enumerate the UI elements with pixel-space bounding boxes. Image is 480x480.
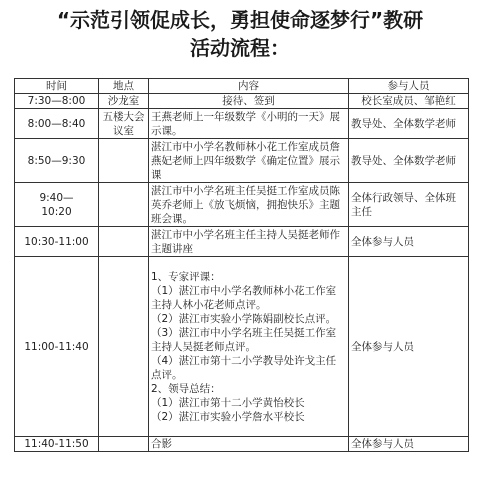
cell-people: 校长室成员、邹艳红 (349, 94, 469, 109)
cell-time: 8:00—8:40 (15, 109, 99, 139)
table-row (15, 227, 469, 257)
cell-people: 全体参与人员 (349, 227, 469, 257)
cell-content: 湛江市中小学名班主任主持人吴挺老师作主题讲座 (149, 227, 349, 257)
header-location: 地点 (99, 79, 149, 94)
cell-time (15, 183, 99, 227)
cell-time-line-1: 9:40— (39, 191, 74, 204)
content-line: 2、领导总结： (151, 382, 221, 395)
cell-time: 11:00-11:40 (15, 257, 99, 437)
cell-location (99, 139, 149, 183)
content-line: （2）湛江市实验小学詹水平校长 (151, 410, 305, 423)
header-content: 内容 (149, 79, 349, 94)
cell-people: 教导处、全体数学老师 (349, 139, 469, 183)
content-line: （1）湛江市中小学名教师林小花工作室主持人林小花老师点评。 (151, 284, 337, 311)
cell-people: 全体行政领导、全体班主任 (349, 183, 469, 227)
cell-content: 接待、签到 (149, 94, 349, 109)
cell-location: 五楼大会议室 (99, 109, 149, 139)
table-row (15, 183, 469, 227)
title-line-2: 活动流程： (190, 36, 290, 60)
cell-time: 11:40-11:50 (15, 437, 99, 452)
cell-content: 湛江市中小学名教师林小花工作室成员詹燕妃老师上四年级数学《确定位置》展示课 (149, 139, 349, 183)
cell-content (149, 257, 349, 437)
content-line: （3）湛江市中小学名班主任吴挺工作室主持人吴挺老师点评。 (151, 326, 337, 353)
cell-location (99, 227, 149, 257)
table-row (15, 437, 469, 452)
cell-content: 王燕老师上一年级数学《小明的一天》展示课。 (149, 109, 349, 139)
content-line: （1）湛江市第十二小学黄怡校长 (151, 396, 305, 409)
cell-location (99, 437, 149, 452)
cell-time: 8:50—9:30 (15, 139, 99, 183)
header-time: 时间 (15, 79, 99, 94)
table-row (15, 109, 469, 139)
cell-people: 全体参与人员 (349, 437, 469, 452)
cell-time: 7:30—8:00 (15, 94, 99, 109)
cell-people: 教导处、全体数学老师 (349, 109, 469, 139)
title-line-1: “示范引领促成长，勇担使命逐梦行”教研 (56, 8, 424, 32)
cell-content: 湛江市中小学名班主任吴挺工作室成员陈英乔老师上《放飞烦恼，拥抱快乐》主题班会课。 (149, 183, 349, 227)
schedule-table (14, 78, 469, 452)
cell-location (99, 257, 149, 437)
table-row (15, 94, 469, 109)
content-line: （4）湛江市第十二小学教导处许戈主任点评。 (151, 354, 337, 381)
content-line: （2）湛江市实验小学陈娟副校长点评。 (151, 312, 337, 325)
cell-location: 沙龙室 (99, 94, 149, 109)
table-header-row (15, 79, 469, 94)
table-row (15, 139, 469, 183)
cell-location (99, 183, 149, 227)
cell-time-line-2: 10:20 (41, 205, 72, 218)
cell-people: 全体参与人员 (349, 257, 469, 437)
cell-content: 合影 (149, 437, 349, 452)
document-title (0, 6, 480, 62)
table-row (15, 257, 469, 437)
content-line: 1、专家评课： (151, 270, 221, 283)
header-people: 参与人员 (349, 79, 469, 94)
cell-time: 10:30-11:00 (15, 227, 99, 257)
